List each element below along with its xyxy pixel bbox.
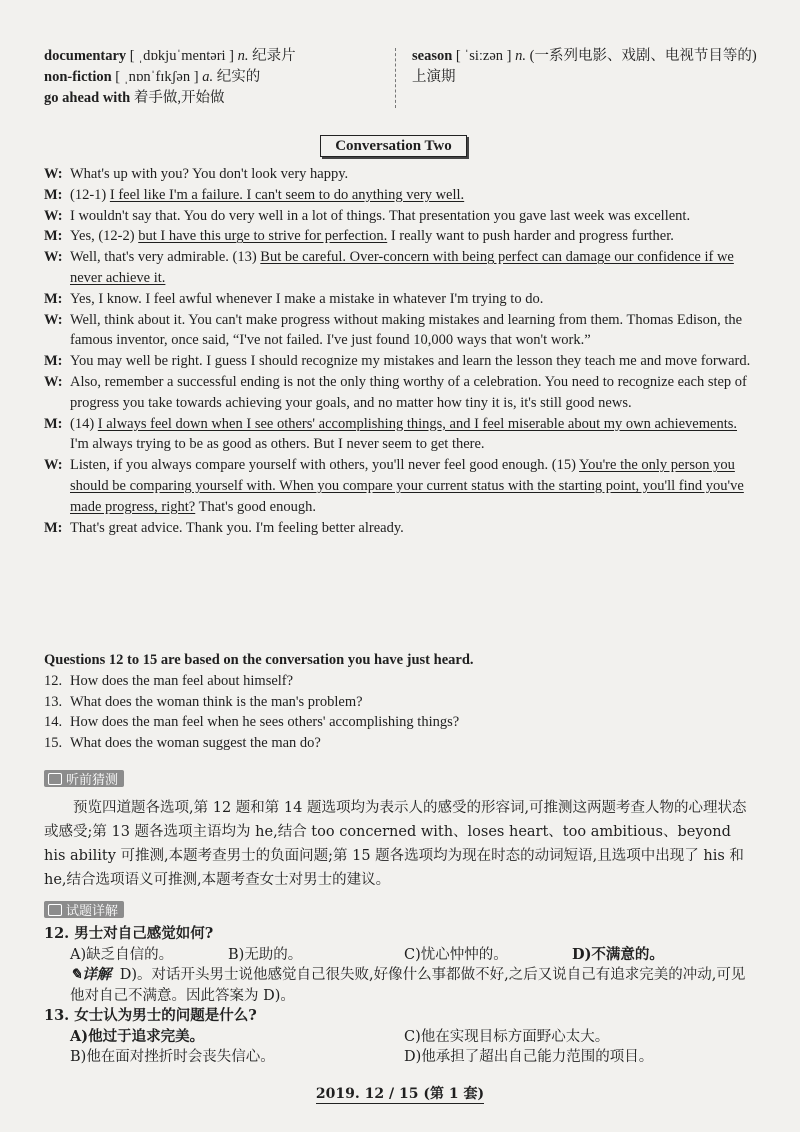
dialogue-text: I really want to push harder and progress further. [387, 228, 674, 245]
questions-block [44, 650, 756, 754]
vocab-entry [44, 67, 389, 88]
dialogue-text: That's great advice. Thank you. I'm feeling better already. [70, 519, 404, 536]
question-number: 13. [44, 693, 63, 710]
dialogue-text: That's good enough. [195, 498, 316, 515]
footer-text: 2019. 12 / 15 (第 1 套) [315, 1086, 485, 1102]
speaker-label: M: [44, 353, 63, 370]
speaker-label: W: [44, 249, 63, 266]
speaker-label: M: [44, 290, 63, 307]
vocab-word: non-fiction [44, 69, 112, 85]
section-title: 试题详解 [66, 904, 119, 919]
question-text: How does the man feel when he sees others' accomplishing things? [70, 714, 460, 731]
q13-stem: 13. 女士认为男士的问题是什么? [44, 1007, 257, 1024]
dialogue-text: (12-1) [70, 186, 110, 203]
question-details [44, 924, 756, 1068]
dialogue-turn [44, 206, 756, 227]
dialogue-text: Well, that's very admirable. (13) [70, 249, 261, 266]
speaker-label: M: [44, 519, 63, 536]
vocab-pos: n. [237, 48, 249, 64]
dialogue-text: I wouldn't say that. You do very well in a lot of things. That presentation you gave last week was excellent. [70, 207, 691, 224]
dialogue [44, 164, 756, 538]
underlined-answer-text: You're the only person you should be comparing yourself with. When you compare your current status with the starting point, you'll find you've made progress, right? [70, 457, 744, 515]
q12-options [44, 945, 756, 966]
vocab-divider [395, 48, 396, 108]
dialogue-text: Listen, if you always compare yourself with others, you'll never feel good enough. (15) [70, 457, 580, 474]
vocab-def: 纪实的 [213, 69, 261, 85]
speaker-label: W: [44, 166, 63, 182]
dialogue-text: Also, remember a successful ending is not the only thing worthy of a celebration. You need to recognize each step of progress you take towards achieving your goals, and no matter how tiny it is, it's still good news. [70, 373, 747, 411]
book-icon [48, 904, 62, 916]
dialogue-turn [44, 518, 756, 539]
speaker-label: W: [44, 373, 63, 390]
vocab-def: 纪录片 [248, 48, 296, 64]
vocab-entry [44, 88, 389, 109]
dialogue-turn [44, 310, 756, 352]
vocab-left-column [44, 46, 389, 109]
dialogue-text: (14) [70, 415, 98, 432]
vocab-phonetic: [ ˌnɒnˈfɪkʃən ] [111, 69, 203, 85]
dialogue-text: What's up with you? You don't look very happy. [70, 166, 349, 182]
dialogue-text: Yes, I know. I feel awful whenever I make a mistake in whatever I'm trying to do. [70, 290, 544, 307]
speaker-label: W: [44, 207, 63, 224]
option: C)忧心忡忡的。 [404, 946, 508, 963]
section-title: 听前猜测 [66, 773, 119, 788]
speaker-label: M: [44, 415, 63, 432]
question-item [44, 692, 756, 713]
option-correct: A)他过于追求完美。 [70, 1027, 205, 1045]
vocab-phonetic: [ ˈsiːzən ] [452, 48, 516, 64]
option: D)他承担了超出自己能力范围的项目。 [404, 1049, 654, 1065]
dialogue-turn [44, 226, 756, 247]
option: B)他在面对挫折时会丧失信心。 [70, 1049, 275, 1065]
dialogue-turn [44, 247, 756, 289]
vocab-word: season [412, 48, 453, 64]
option-correct: D)不满意的。 [572, 945, 664, 963]
q13-options [44, 1027, 756, 1068]
dialogue-turn [44, 164, 756, 185]
question-item [44, 712, 756, 733]
vocab-word: go ahead with [44, 90, 131, 106]
dialogue-text: Well, think about it. You can't make progress without making mistakes and learning from them. Thomas Edison, the famous inventor, once said, “I've not failed. I've just found 10,000 ways that won't work.” [70, 311, 743, 349]
speaker-label: M: [44, 186, 63, 203]
speaker-label: M: [44, 228, 63, 245]
book-icon [48, 773, 62, 785]
page-footer [0, 1083, 800, 1103]
questions-header: Questions 12 to 15 are based on the conversation you have just heard. [44, 652, 474, 668]
question-text: What does the woman think is the man's problem? [70, 693, 363, 710]
dialogue-turn [44, 351, 756, 372]
speaker-label: W: [44, 457, 63, 474]
conversation-title: Conversation Two [320, 135, 467, 157]
question-item [44, 671, 756, 692]
option: B)无助的。 [228, 946, 303, 963]
dialogue-turn [44, 185, 756, 206]
dialogue-turn [44, 372, 756, 414]
speaker-label: W: [44, 311, 63, 328]
underlined-answer-text: I always feel down when I see others' accomplishing things, and I feel miserable about my own achievements. [97, 415, 738, 432]
option: C)他在实现目标方面野心太大。 [404, 1028, 610, 1045]
dialogue-text: I'm always trying to be as good as others. But I never seem to get there. [70, 436, 485, 453]
explain-label: ✎详解 [70, 966, 112, 983]
option: A)缺乏自信的。 [70, 946, 174, 963]
dialogue-text: Yes, (12-2) [70, 228, 139, 245]
dialogue-turn [44, 455, 756, 517]
question-number: 12. [44, 672, 63, 689]
question-item [44, 733, 756, 754]
underlined-answer-text: But be careful. Over-concern with being perfect can damage our confidence if we never achieve it. [70, 249, 734, 286]
dialogue-text: You may well be right. I guess I should recognize my mistakes and learn the lesson they teach me and move forward. [70, 353, 751, 370]
question-number: 15. [44, 735, 63, 752]
predict-analysis: 预览四道题各选项,第 12 题和第 14 题选项均为表示人的感受的形容词,可推测这两题考查人物的心理状态或感受;第 13 题各选项主语均为 he,结合 too concerned with、loses heart、too ambitious、beyond his ability 可推测,本题考查男士的负面问题;第 15 题各选项均为现在时态的动词短语,且选项中出现了 his 和 he,结合选项语义可推测,本题考查女士对男士的建议。 [44, 800, 747, 888]
vocab-word: documentary [44, 48, 127, 64]
vocab-pos: a. [202, 69, 214, 85]
question-text: How does the man feel about himself? [70, 672, 294, 689]
underlined-answer-text: but I have this urge to strive for perfection. [138, 228, 388, 245]
question-text: What does the woman suggest the man do? [70, 735, 321, 752]
vocab-def: (一系列电影、戏剧、电视节目等的)上演期 [412, 48, 757, 85]
vocab-pos: n. [515, 48, 526, 64]
q12-explanation [44, 965, 756, 1006]
vocab-right-column [412, 46, 762, 88]
underlined-answer-text: I feel like I'm a failure. I can't seem to do anything very well. [109, 186, 465, 203]
section-header-predict [44, 770, 124, 787]
dialogue-turn [44, 289, 756, 310]
dialogue-turn [44, 414, 756, 456]
question-number: 14. [44, 714, 63, 731]
vocab-def: 着手做,开始做 [133, 90, 225, 106]
vocab-phonetic: [ ˌdɒkjuˈmentəri ] [126, 48, 238, 64]
explain-text: D)。对话开头男士说他感觉自己很失败,好像什么事都做不好,之后又说自己有追求完美的冲动,可见他对自己不满意。因此答案为 D)。 [70, 967, 746, 1004]
vocab-entry [44, 46, 389, 67]
section-header-detail [44, 901, 124, 918]
q12-stem: 12. 男士对自己感觉如何? [44, 925, 214, 942]
